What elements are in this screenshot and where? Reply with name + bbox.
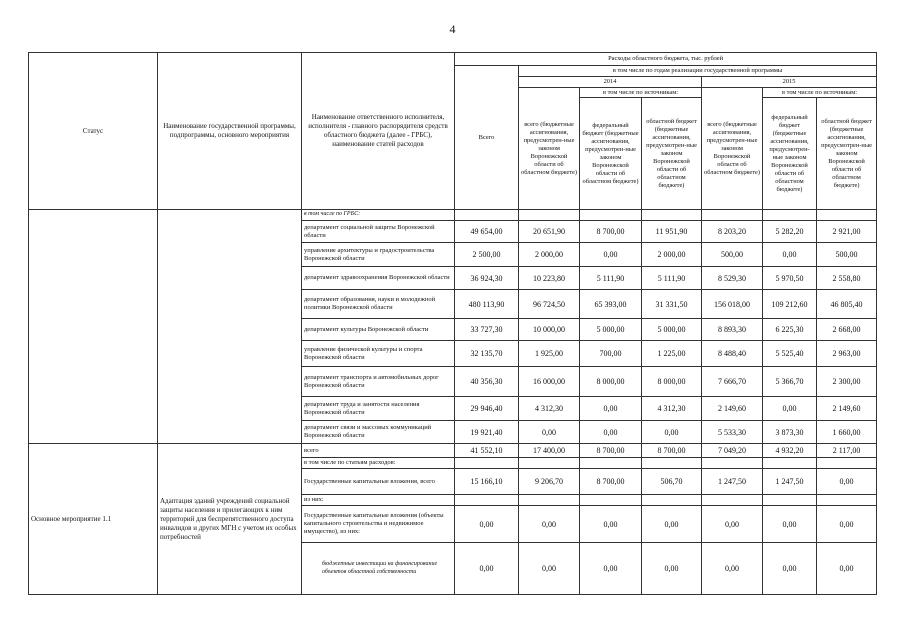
header-2015-regional: областной бюджет (бюджетные ассигнования, предусмотрен-ные законом Воронежской области об областном бюджете) bbox=[817, 98, 877, 210]
cell-value: 4 932,20 bbox=[763, 444, 817, 458]
cell-value: 8 529,30 bbox=[702, 267, 763, 290]
cell-value: 0,00 bbox=[702, 543, 763, 595]
header-2014-total: всего (бюджетные ассигнования, предусмотрен-ные законом Воронежской области об областном бюджете) bbox=[519, 88, 580, 210]
cell-value: 5 111,90 bbox=[642, 267, 702, 290]
cell-value: 33 727,30 bbox=[455, 319, 519, 341]
row-name: управление архитектуры и градостроительства Воронежской области bbox=[302, 243, 455, 267]
cell-value: 2 117,00 bbox=[817, 444, 877, 458]
cell-value: 0,00 bbox=[642, 543, 702, 595]
cell-value: 17 400,00 bbox=[519, 444, 580, 458]
cell-value: 3 873,30 bbox=[763, 421, 817, 444]
cell-value: 1 247,50 bbox=[702, 469, 763, 495]
cell-value: 2 558,80 bbox=[817, 267, 877, 290]
cell-value: 0,00 bbox=[519, 421, 580, 444]
row-name: департамент культуры Воронежской области bbox=[302, 319, 455, 341]
cell-value: 0,00 bbox=[702, 506, 763, 543]
header-by-years: в том числе по годам реализации государственной программы bbox=[519, 66, 877, 77]
cell-value: 506,70 bbox=[642, 469, 702, 495]
cell-value: 0,00 bbox=[519, 506, 580, 543]
cell-value: 0,00 bbox=[642, 506, 702, 543]
cell-value: 5 282,20 bbox=[763, 221, 817, 243]
header-program-name: Наименование государственной программы, подпрограммы, основного мероприятия bbox=[158, 53, 302, 210]
row-name: в том числе по статьям расходов: bbox=[302, 458, 455, 469]
cell-value: 0,00 bbox=[763, 243, 817, 267]
cell-value: 2 000,00 bbox=[642, 243, 702, 267]
cell-value: 8 700,00 bbox=[580, 444, 642, 458]
cell-value: 0,00 bbox=[580, 506, 642, 543]
cell-value: 500,00 bbox=[702, 243, 763, 267]
cell-value: 500,00 bbox=[817, 243, 877, 267]
cell-value: 41 552,10 bbox=[455, 444, 519, 458]
header-2015-total: всего (бюджетные ассигнования, предусмотрен-ные законом Воронежской области об областном бюджете) bbox=[702, 88, 763, 210]
cell-value: 19 921,40 bbox=[455, 421, 519, 444]
row-name: департамент социальной защиты Воронежской области bbox=[302, 221, 455, 243]
cell-value: 0,00 bbox=[580, 421, 642, 444]
cell-value: 8 700,00 bbox=[580, 469, 642, 495]
cell-value: 0,00 bbox=[763, 397, 817, 421]
page-number: 4 bbox=[449, 22, 456, 36]
cell-value: 0,00 bbox=[817, 506, 877, 543]
cell-value: 65 393,00 bbox=[580, 290, 642, 319]
section-label: в том числе по ГРБС: bbox=[302, 210, 455, 221]
cell-value: 32 135,70 bbox=[455, 341, 519, 367]
cell-value: 8 000,00 bbox=[642, 367, 702, 397]
cell-value: 49 654,00 bbox=[455, 221, 519, 243]
cell-value: 0,00 bbox=[763, 543, 817, 595]
program-blank bbox=[158, 210, 302, 444]
row-name: из них: bbox=[302, 495, 455, 506]
cell-value: 8 203,20 bbox=[702, 221, 763, 243]
cell-value: 5 533,30 bbox=[702, 421, 763, 444]
cell-value: 5 000,00 bbox=[580, 319, 642, 341]
cell-value: 5 000,00 bbox=[642, 319, 702, 341]
cell-value: 2 963,00 bbox=[817, 341, 877, 367]
header-status: Статус bbox=[29, 53, 158, 210]
cell-value: 16 000,00 bbox=[519, 367, 580, 397]
row-name: департамент здравоохранения Воронежской области bbox=[302, 267, 455, 290]
row-name: департамент образования, науки и молодежной политики Воронежской области bbox=[302, 290, 455, 319]
row-name: департамент труда и занятости населения Воронежской области bbox=[302, 397, 455, 421]
cell-value: 10 223,80 bbox=[519, 267, 580, 290]
cell-value: 8 000,00 bbox=[580, 367, 642, 397]
cell-value: 1 225,00 bbox=[642, 341, 702, 367]
cell-value: 40 356,30 bbox=[455, 367, 519, 397]
row-name: всего bbox=[302, 444, 455, 458]
header-2014-regional: областной бюджет (бюджетные ассигнования, предусмотрен-ные законом Воронежской области об областном бюджете) bbox=[642, 98, 702, 210]
cell-value: 0,00 bbox=[519, 543, 580, 595]
cell-value: 0,00 bbox=[580, 397, 642, 421]
cell-value: 2 668,00 bbox=[817, 319, 877, 341]
cell-value: 1 925,00 bbox=[519, 341, 580, 367]
cell-value: 5 970,50 bbox=[763, 267, 817, 290]
cell-value: 0,00 bbox=[580, 543, 642, 595]
budget-table bbox=[28, 52, 877, 595]
cell-value: 5 366,70 bbox=[763, 367, 817, 397]
cell-value: 4 312,30 bbox=[642, 397, 702, 421]
row-name: управление физической культуры и спорта Воронежской области bbox=[302, 341, 455, 367]
cell-value: 2 300,00 bbox=[817, 367, 877, 397]
cell-value: 46 805,40 bbox=[817, 290, 877, 319]
cell-value: 7 049,20 bbox=[702, 444, 763, 458]
cell-value: 480 113,90 bbox=[455, 290, 519, 319]
cell-value: 1 660,00 bbox=[817, 421, 877, 444]
header-2014-by-sources: в том числе по источникам: bbox=[580, 88, 702, 98]
header-executor: Наименование ответственного исполнителя, исполнителя - главного распорядителя средств областного бюджета (далее - ГРБС), наименование статей расходов bbox=[302, 53, 455, 210]
header-total: Всего bbox=[455, 66, 519, 210]
row-name: департамент транспорта и автомобильных дорог Воронежской области bbox=[302, 367, 455, 397]
cell-value: 15 166,10 bbox=[455, 469, 519, 495]
cell-value: 0,00 bbox=[580, 243, 642, 267]
cell-value: 0,00 bbox=[455, 506, 519, 543]
header-2015-federal: федеральный бюджет (бюджетные ассигнования, предусмотрен-ные законом Воронежской области об областном бюджете) bbox=[763, 98, 817, 210]
cell-value: 6 225,30 bbox=[763, 319, 817, 341]
cell-value: 31 331,50 bbox=[642, 290, 702, 319]
cell-value: 7 666,70 bbox=[702, 367, 763, 397]
header-expenses: Расходы областного бюджета, тыс. рублей bbox=[455, 53, 877, 66]
cell-value: 5 525,40 bbox=[763, 341, 817, 367]
activity-name: Адаптация зданий учреждений социальной защиты населения и прилегающих к ним территорий для беспрепятственного доступа инвалидов и других МГН с учетом их особых потребностей bbox=[158, 444, 302, 595]
cell-value: 0,00 bbox=[642, 421, 702, 444]
cell-value: 0,00 bbox=[763, 506, 817, 543]
row-name: департамент связи и массовых коммуникаций Воронежской области bbox=[302, 421, 455, 444]
cell-value: 29 946,40 bbox=[455, 397, 519, 421]
status-blank bbox=[29, 210, 158, 444]
header-2014-federal: федеральный бюджет (бюджетные ассигнования, предусмотрен-ные законом Воронежской области об областном бюджете) bbox=[580, 98, 642, 210]
cell-value: 96 724,50 bbox=[519, 290, 580, 319]
cell-value: 700,00 bbox=[580, 341, 642, 367]
activity-status: Основное мероприятие 1.1 bbox=[29, 444, 158, 595]
cell-value: 109 212,60 bbox=[763, 290, 817, 319]
cell-value: 5 111,90 bbox=[580, 267, 642, 290]
cell-value: 0,00 bbox=[817, 543, 877, 595]
cell-value: 4 312,30 bbox=[519, 397, 580, 421]
cell-value: 2 500,00 bbox=[455, 243, 519, 267]
cell-value: 8 488,40 bbox=[702, 341, 763, 367]
cell-value: 156 018,00 bbox=[702, 290, 763, 319]
cell-value: 1 247,50 bbox=[763, 469, 817, 495]
cell-value: 11 951,90 bbox=[642, 221, 702, 243]
cell-value: 10 000,00 bbox=[519, 319, 580, 341]
cell-value: 36 924,30 bbox=[455, 267, 519, 290]
table-row bbox=[29, 444, 877, 458]
row-name: Государственные капитальные вложения, всего bbox=[302, 469, 455, 495]
cell-value: 8 700,00 bbox=[580, 221, 642, 243]
row-name: бюджетные инвестиции на финансирование объектов областной собственности bbox=[302, 543, 455, 595]
row-name: Государственные капитальные вложения (объекты капитального строительства и недвижимое имущество), из них: bbox=[302, 506, 455, 543]
cell-value: 8 700,00 bbox=[642, 444, 702, 458]
cell-value: 2 000,00 bbox=[519, 243, 580, 267]
cell-value: 2 921,00 bbox=[817, 221, 877, 243]
cell-value: 0,00 bbox=[817, 469, 877, 495]
header-2015-by-sources: в том числе по источникам: bbox=[763, 88, 877, 98]
cell-value: 2 149,60 bbox=[817, 397, 877, 421]
header-year-2014: 2014 bbox=[519, 77, 702, 88]
cell-value: 20 651,90 bbox=[519, 221, 580, 243]
cell-value: 8 893,30 bbox=[702, 319, 763, 341]
cell-value: 9 206,70 bbox=[519, 469, 580, 495]
cell-value: 2 149,60 bbox=[702, 397, 763, 421]
cell-value: 0,00 bbox=[455, 543, 519, 595]
header-year-2015: 2015 bbox=[702, 77, 877, 88]
